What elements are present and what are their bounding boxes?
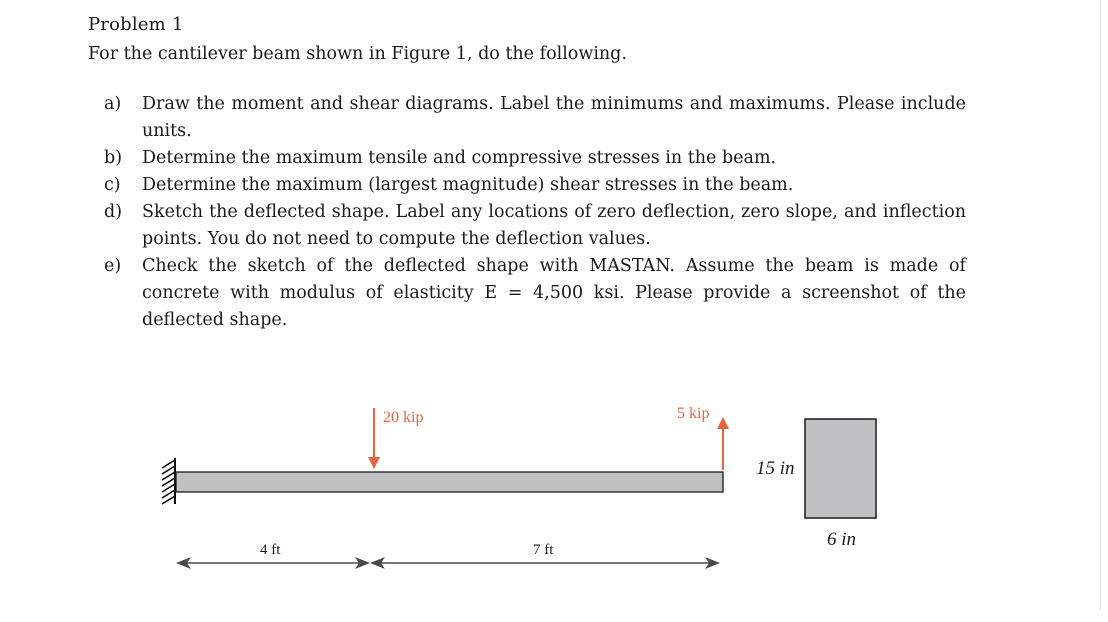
dimension-line-4ft [176,557,370,569]
section-width-label: 6 in [827,529,857,550]
load-arrow-down [368,408,380,469]
load-label-20kip: 20 kip [383,409,424,426]
load-label-5kip: 5 kip [677,405,710,422]
task-text: Sketch the deflected shape. Label any locations of zero deflection, zero slope, and inflection points. You do not need to compute the deflection values. [142,202,966,249]
task-marker: d) [104,202,123,222]
problem-intro: For the cantilever beam shown in Figure 1, do the following. [88,44,627,64]
task-text: Draw the moment and shear diagrams. Label the minimums and maximums. Please include units. [142,94,966,141]
dimension-label-4ft: 4 ft [260,542,281,558]
task-marker: b) [104,148,123,168]
task-text: Determine the maximum (largest magnitude) shear stresses in the beam. [142,175,794,195]
problem-title: Problem 1 [88,14,184,35]
fixed-support [162,458,175,504]
task-marker: a) [104,94,122,114]
dimension-line-7ft [370,557,720,569]
dimension-label-7ft: 7 ft [533,542,554,558]
cross-section [805,419,876,518]
task-text: Check the sketch of the deflected shape with MASTAN. Assume the beam is made of concrete with modulus of elasticity E = 4,500 ksi. Please provide a screenshot of the deflected shape. [142,256,966,330]
task-text: Determine the maximum tensile and compressive stresses in the beam. [142,148,777,168]
beam [176,472,723,492]
load-arrow-up [717,417,729,470]
task-marker: c) [104,175,121,195]
section-height-label: 15 in [756,458,795,479]
task-marker: e) [104,256,122,276]
